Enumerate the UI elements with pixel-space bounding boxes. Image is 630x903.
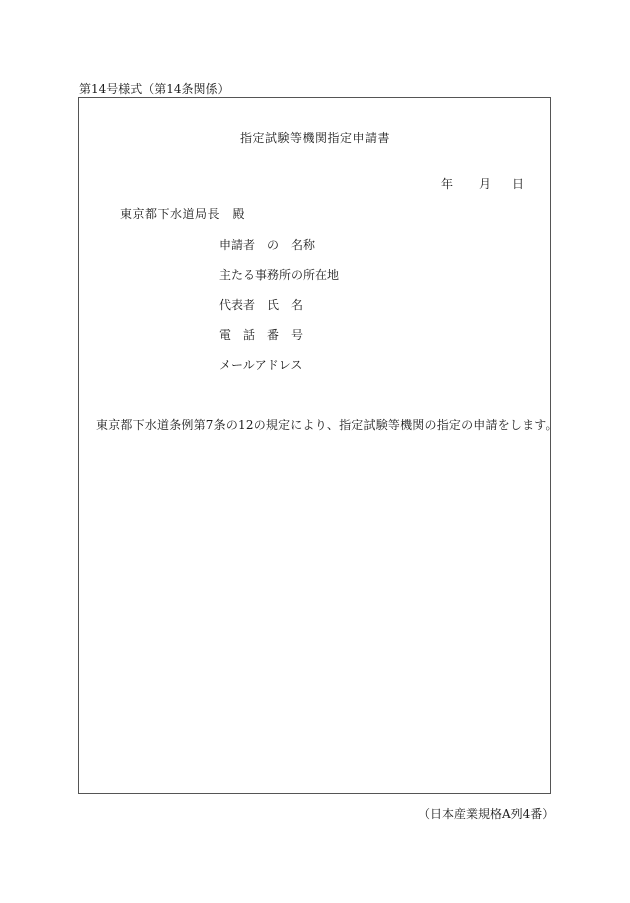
email-address-label: メールアドレス	[219, 358, 303, 372]
application-statement: 東京都下水道条例第7条の12の規定により、指定試験等機関の指定の申請をします。	[96, 418, 558, 432]
date-month-label: 月	[479, 177, 492, 191]
date-year-label: 年	[441, 177, 454, 191]
date-day-label: 日	[512, 177, 525, 191]
representative-name-label: 代表者 氏 名	[219, 298, 304, 312]
paper-size-note: （日本産業規格A列4番）	[418, 807, 555, 821]
phone-number-label: 電 話 番 号	[219, 328, 304, 342]
addressee: 東京都下水道局長 殿	[120, 207, 246, 221]
document-title: 指定試験等機関指定申請書	[239, 131, 390, 145]
form-frame	[78, 97, 551, 794]
form-number-label: 第14号様式（第14条関係）	[79, 82, 230, 96]
applicant-name-label: 申請者 の 名称	[219, 238, 316, 252]
office-address-label: 主たる事務所の所在地	[219, 268, 340, 282]
